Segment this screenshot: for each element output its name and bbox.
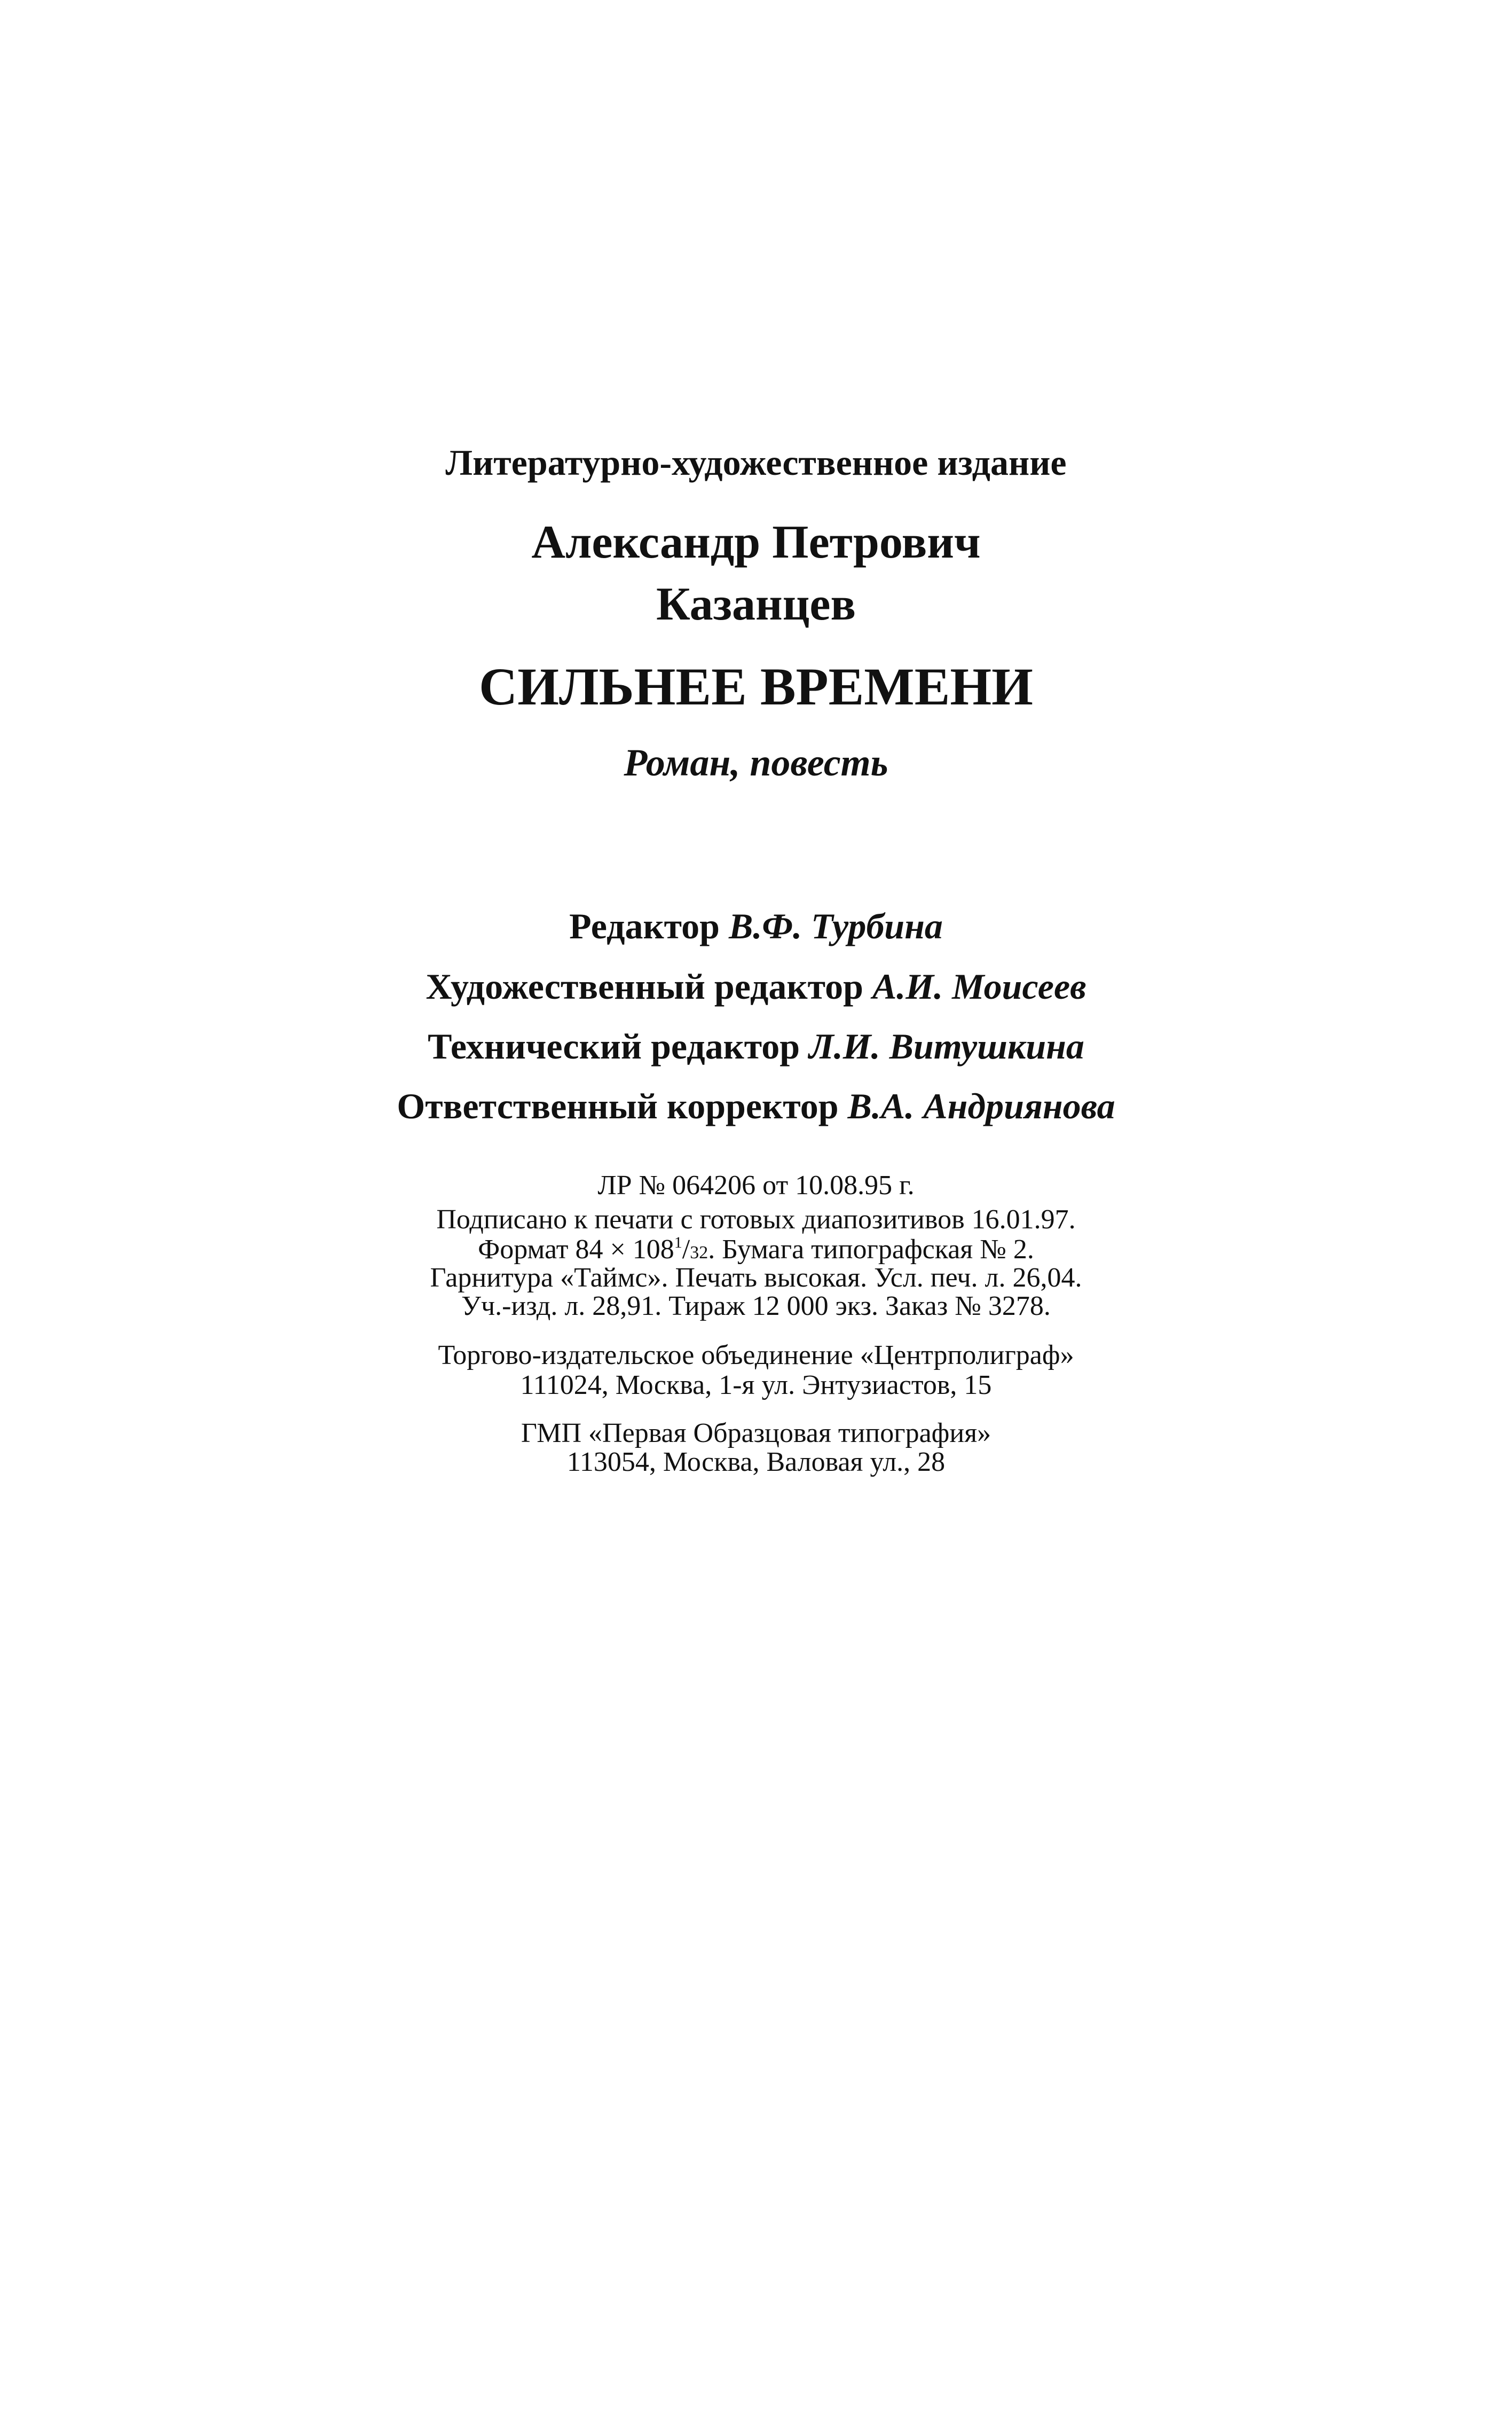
imprint-signed: Подписано к печати с готовых диапозитивов 16.01.97. (436, 1204, 1076, 1235)
imprint-format (0, 1235, 1512, 1264)
publisher-name: Торгово-издательское объединение «Центрполиграф» (438, 1340, 1074, 1370)
author-name: Александр Петрович (531, 516, 981, 568)
publisher-address: 111024, Москва, 1-я ул. Энтузиастов, 15 (520, 1370, 992, 1400)
format-prefix: Формат 84 × 108 (478, 1234, 674, 1265)
printer-name: ГМП «Первая Образцовая типография» (521, 1418, 991, 1448)
credit-name: В.А. Андриянова (847, 1086, 1115, 1126)
credit-name: А.И. Моисеев (872, 966, 1086, 1007)
credit-proofreader (0, 1088, 1512, 1124)
format-slash: / (682, 1234, 690, 1265)
genre: Роман, повесть (624, 741, 888, 784)
format-suffix: . Бумага типографская № 2. (708, 1234, 1034, 1265)
printer-address: 113054, Москва, Валовая ул., 28 (566, 1447, 946, 1477)
credit-tech-editor (0, 1026, 1512, 1067)
author-surname: Казанцев (656, 578, 856, 630)
credit-art-editor (0, 968, 1512, 1005)
credit-name: Л.И. Витушкина (809, 1026, 1084, 1067)
format-numerator: 1 (674, 1234, 682, 1251)
imprint-edition-data: Уч.-изд. л. 28,91. Тираж 12 000 экз. Заказ № 3278. (461, 1291, 1051, 1321)
book-title: СИЛЬНЕЕ ВРЕМЕНИ (479, 657, 1033, 716)
credit-role: Ответственный корректор (397, 1086, 839, 1126)
credit-role: Художественный редактор (426, 966, 863, 1007)
credit-name: В.Ф. Турбина (728, 906, 943, 946)
imprint-typeface: Гарнитура «Таймс». Печать высокая. Усл. печ. л. 26,04. (430, 1263, 1082, 1293)
credit-editor (0, 908, 1512, 944)
credit-role: Редактор (569, 906, 720, 946)
edition-type: Литературно-художественное издание (445, 442, 1067, 483)
imprint-license: ЛР № 064206 от 10.08.95 г. (597, 1170, 915, 1201)
credit-role: Технический редактор (428, 1026, 800, 1067)
format-denominator: 32 (690, 1243, 708, 1263)
